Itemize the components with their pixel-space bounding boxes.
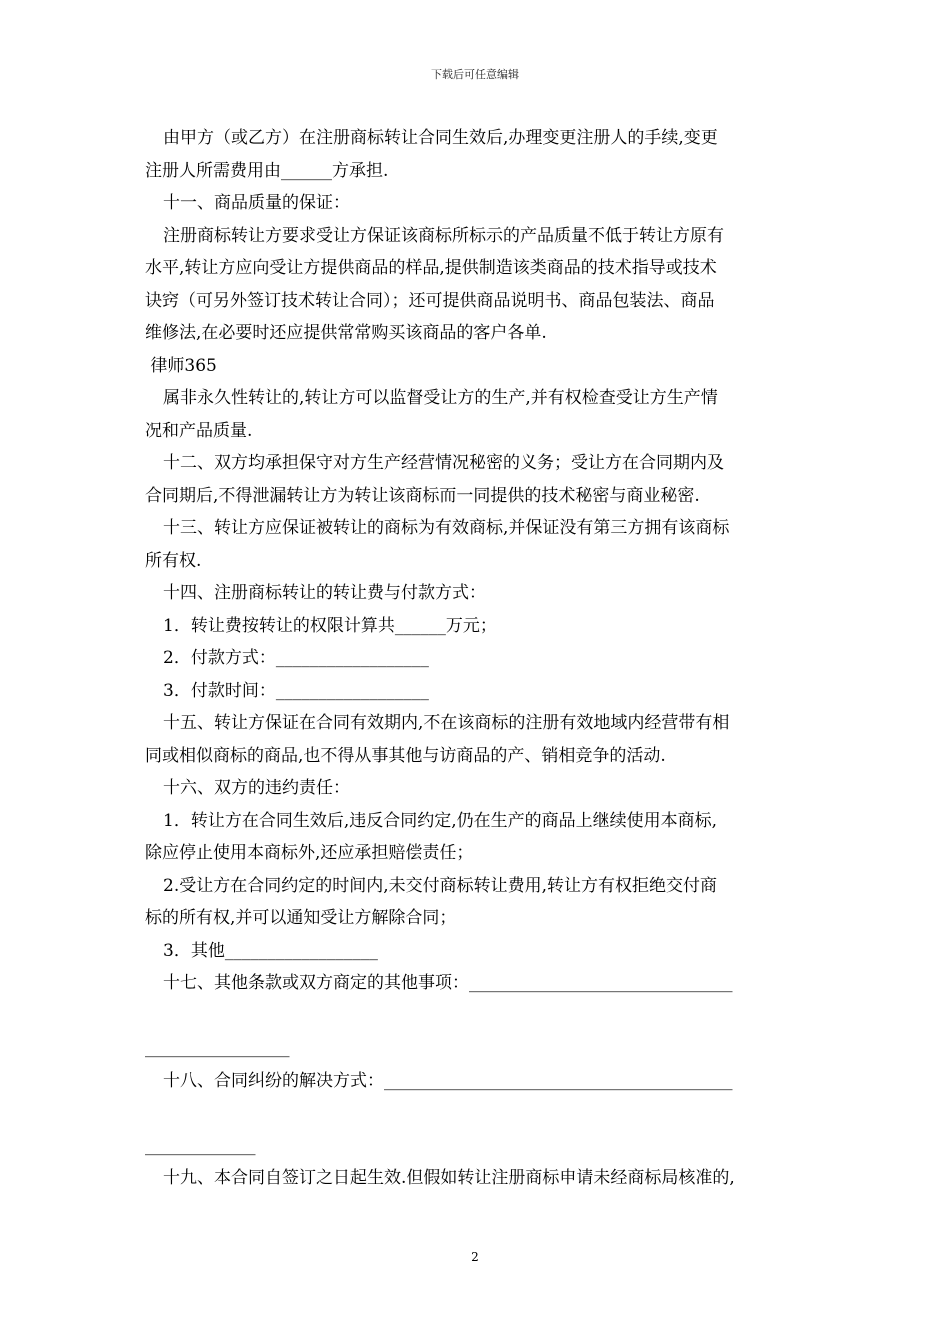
paragraph-line: 属非永久性转让的,转让方可以监督受让方的生产,并有权检查受让方生产情 <box>163 388 718 408</box>
contract-body <box>145 122 810 1195</box>
paragraph-line: 由甲方（或乙方）在注册商标转让合同生效后,办理变更注册人的手续,变更 <box>163 128 718 148</box>
paragraph-line: 十九、本合同自签订之日起生效.但假如转让注册商标申请未经商标局核准的, <box>163 1168 735 1188</box>
paragraph-line: 1．转让费按转让的权限计算共______万元； <box>163 615 497 636</box>
paragraph-line: 水平,转让方应向受让方提供商品的样品,提供制造该类商品的技术指导或技术 <box>145 258 717 278</box>
paragraph-line: 十五、转让方保证在合同有效期内,不在该商标的注册有效地域内经营带有相 <box>163 713 730 733</box>
paragraph-line: 十三、转让方应保证被转让的商标为有效商标,并保证没有第三方拥有该商标 <box>163 518 730 538</box>
paragraph-line: 十一、商品质量的保证： <box>163 193 350 213</box>
paragraph-line: 2．付款方式：__________________ <box>163 648 429 668</box>
paragraph-line: 律师365 <box>145 355 217 376</box>
paragraph-line: 3．付款时间：__________________ <box>163 680 429 701</box>
paragraph-line: 况和产品质量. <box>145 420 253 441</box>
paragraph-line: 标的所有权,并可以通知受让方解除合同； <box>145 908 457 928</box>
paragraph-line: _________________ <box>145 1038 290 1058</box>
blank-line <box>145 1097 810 1130</box>
paragraph-line: 3．其他__________________ <box>163 940 378 961</box>
paragraph-line: 同或相似商标的商品,也不得从事其他与访商品的产、销相竞争的活动. <box>145 745 666 766</box>
paragraph-line: 合同期后,不得泄漏转让方为转让该商标而一同提供的技术秘密与商业秘密. <box>145 485 700 506</box>
paragraph-line: 2.受让方在合同约定的时间内,未交付商标转让费用,转让方有权拒绝交付商 <box>163 875 718 896</box>
page-header: 下载后可任意编辑 <box>431 68 519 81</box>
paragraph-line: 所有权. <box>145 550 202 571</box>
paragraph-line: 诀窍（可另外签订技术转让合同）；还可提供商品说明书、商品包装法、商品 <box>145 290 715 311</box>
paragraph-line: _____________ <box>145 1135 256 1156</box>
paragraph-line: 十八、合同纠纷的解决方式：_________________________________________ <box>163 1070 733 1091</box>
paragraph-line: 注册商标转让方要求受让方保证该商标所标示的产品质量不低于转让方原有 <box>163 225 724 246</box>
paragraph-line: 十六、双方的违约责任： <box>163 778 350 798</box>
paragraph-line: 除应停止使用本商标外,还应承担赔偿责任； <box>145 843 474 863</box>
paragraph-line: 维修法,在必要时还应提供常常购买该商品的客户各单. <box>145 323 547 343</box>
paragraph-line: 十二、双方均承担保守对方生产经营情况秘密的义务；受让方在合同期内及 <box>163 453 724 473</box>
paragraph-line: 十四、注册商标转让的转让费与付款方式： <box>163 583 486 603</box>
page-number: 2 <box>471 1250 479 1264</box>
paragraph-line: 注册人所需费用由______方承担. <box>145 160 389 181</box>
paragraph-line: 1．转让方在合同生效后,违反合同约定,仍在生产的商品上继续使用本商标, <box>163 810 718 831</box>
paragraph-line: 十七、其他条款或双方商定的其他事项：_______________________________ <box>163 973 733 993</box>
blank-line <box>145 1000 810 1033</box>
